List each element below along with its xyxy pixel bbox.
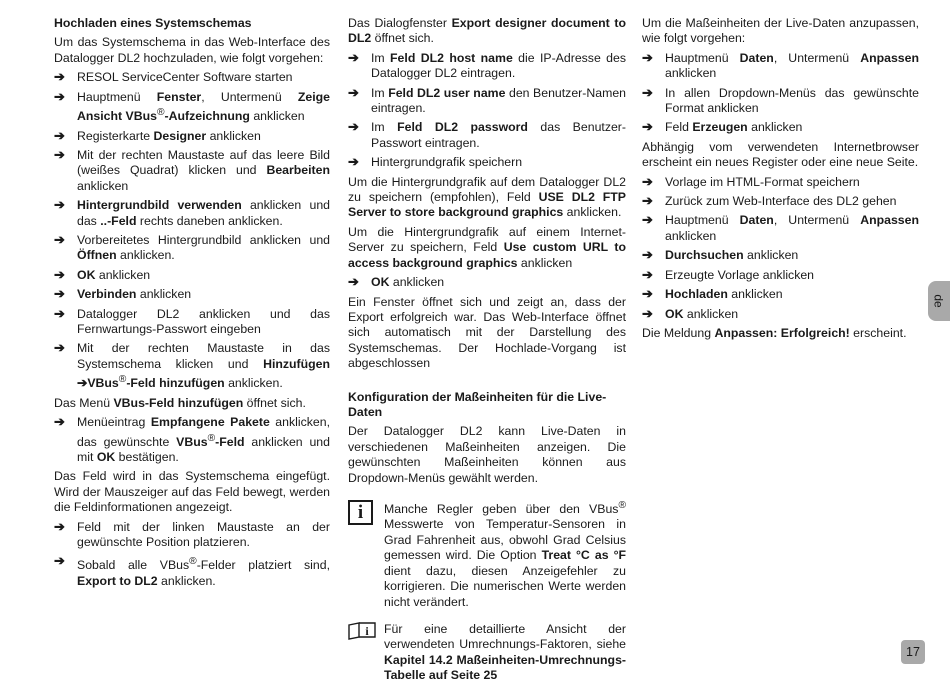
column-1 bbox=[54, 16, 330, 593]
list-item: ➔ Hochladen anklicken bbox=[642, 286, 783, 302]
arrow-icon: ➔ bbox=[54, 518, 65, 534]
arrow-icon: ➔ bbox=[54, 414, 65, 430]
book-info-icon bbox=[348, 622, 376, 640]
arrow-icon: ➔ bbox=[642, 49, 653, 65]
arrow-icon: ➔ bbox=[348, 119, 359, 135]
arrow-icon: ➔ bbox=[54, 146, 65, 162]
column-2 bbox=[348, 16, 626, 688]
arrow-icon: ➔ bbox=[348, 84, 359, 100]
paragraph: Um die Hintergrundgrafik auf dem Datalogger DL2 zu speichern (empfohlen), Feld USE DL2 FTP Server to store background graphics anklicken. bbox=[348, 174, 626, 220]
arrow-icon: ➔ bbox=[54, 197, 65, 213]
list-item: ➔ OK anklicken bbox=[348, 274, 445, 290]
arrow-icon: ➔ bbox=[54, 305, 65, 321]
list-item: ➔ Im Feld DL2 password das Benutzer-Passwort eintragen. bbox=[348, 119, 626, 150]
list-item: ➔ Durchsuchen anklicken bbox=[642, 247, 799, 263]
paragraph: Ein Fenster öffnet sich und zeigt an, dass der Export erfolgreich war. Das Web-Interface öffnet sich automatisch mit der Darstellung des Systemschemas. Der Hochlade-Vorgang ist abgeschlossen bbox=[348, 294, 626, 371]
arrow-icon: ➔ bbox=[642, 193, 653, 209]
paragraph: Das Menü VBus-Feld hinzufügen öffnet sich. bbox=[54, 395, 306, 410]
list-item: ➔ Datalogger DL2 anklicken und das Fernwartungs-Passwort eingeben bbox=[54, 305, 330, 336]
list-item: ➔ Vorlage im HTML-Format speichern bbox=[642, 173, 860, 189]
arrow-icon: ➔ bbox=[348, 154, 359, 170]
list-item: ➔ Menüeintrag Empfangene Pakete anklicken, das gewünschte VBus®-Feld anklicken und mit OK bestätigen. bbox=[54, 414, 330, 465]
reference-note: i Für eine detaillierte Ansicht der verwendeten Umrechnungs-Faktoren, siehe Kapitel 14.2 Maßeinheiten-Umrechnungs-Tabelle auf Seite 25 bbox=[348, 622, 626, 684]
list-item: ➔ Zurück zum Web-Interface des DL2 gehen bbox=[642, 193, 897, 209]
language-tab: de bbox=[928, 281, 950, 321]
list-item: ➔ Mit der rechten Maustaste in das Systemschema klicken und Hinzufügen ➔VBus®-Feld hinzufügen anklicken. bbox=[54, 340, 330, 391]
arrow-icon: ➔ bbox=[54, 127, 65, 143]
list-item: ➔ Registerkarte Designer anklicken bbox=[54, 127, 261, 143]
list-item: ➔ Im Feld DL2 host name die IP-Adresse des Datalogger DL2 eintragen. bbox=[348, 49, 627, 81]
paragraph: Das Dialogfenster Export designer document to DL2 öffnet sich. bbox=[348, 16, 627, 46]
section-heading-upload: Hochladen eines Systemschemas bbox=[54, 16, 252, 30]
paragraph: Abhängig vom verwendeten Internetbrowser erscheint ein neues Register oder eine neue Seite. bbox=[642, 139, 919, 170]
svg-text:i: i bbox=[365, 623, 369, 638]
arrow-icon: ➔ bbox=[54, 553, 65, 569]
paragraph: Um die Hintergrundgrafik auf einem Internet-Server zu speichern, Feld Use custom URL to access background graphics anklicken bbox=[348, 224, 626, 270]
paragraph: Der Datalogger DL2 kann Live-Daten in verschiedenen Maßeinheiten anzeigen. Die gewünschten Maßeinheiten können aus Dropdown-Menüs gewählt werden. bbox=[348, 424, 626, 485]
list-item: ➔ Hauptmenü Daten, Untermenü Anpassen anklicken bbox=[642, 212, 919, 243]
arrow-icon: ➔ bbox=[54, 88, 65, 104]
list-item: ➔ RESOL ServiceCenter Software starten bbox=[54, 69, 293, 85]
arrow-icon: ➔ bbox=[348, 274, 359, 290]
section-heading-units: Konfiguration der Maßeinheiten für die Live-Daten bbox=[348, 389, 607, 419]
list-item: ➔ Verbinden anklicken bbox=[54, 286, 192, 302]
paragraph: Um das Systemschema in das Web-Interface des Datalogger DL2 hochzuladen, wie folgt vorgehen: bbox=[54, 35, 330, 65]
list-item: ➔ Feld Erzeugen anklicken bbox=[642, 119, 803, 135]
list-item: ➔ Sobald alle VBus®-Felder platziert sind, Export to DL2 anklicken. bbox=[54, 553, 330, 588]
paragraph: Um die Maßeinheiten der Live-Daten anzupassen, wie folgt vorgehen: bbox=[642, 16, 919, 46]
arrow-icon: ➔ bbox=[642, 119, 653, 135]
list-item: ➔ Vorbereitetes Hintergrundbild anklicken und Öffnen anklicken. bbox=[54, 231, 330, 263]
info-icon: i bbox=[348, 500, 373, 525]
list-item: ➔ Hintergrundbild verwenden anklicken und das ..-Feld rechts daneben anklicken. bbox=[54, 197, 331, 228]
paragraph: Das Feld wird in das Systemschema eingefügt. Wird der Mauszeiger auf das Feld bewegt, werden die Feldinformationen angezeigt. bbox=[54, 469, 330, 515]
arrow-icon: ➔ bbox=[642, 173, 653, 189]
list-item: ➔ Erzeugte Vorlage anklicken bbox=[642, 266, 815, 282]
list-item: ➔ Hauptmenü Daten, Untermenü Anpassen anklicken bbox=[642, 49, 919, 81]
list-item: ➔ OK anklicken bbox=[642, 305, 739, 321]
list-item: ➔ Mit der rechten Maustaste auf das leere Bild (weißes Quadrat) klicken und Bearbeiten anklicken bbox=[54, 146, 330, 193]
list-item: ➔ In allen Dropdown-Menüs das gewünschte Format anklicken bbox=[642, 84, 919, 116]
column-3 bbox=[642, 16, 919, 345]
list-item: ➔ OK anklicken bbox=[54, 266, 151, 282]
list-item: ➔ Hauptmenü Fenster, Untermenü Zeige Ansicht VBus®-Aufzeichnung anklicken bbox=[54, 88, 330, 124]
page-number: 17 bbox=[901, 640, 925, 664]
list-item: ➔ Feld mit der linken Maustaste an der gewünschte Position platzieren. bbox=[54, 518, 330, 550]
paragraph: Die Meldung Anpassen: Erfolgreich! erscheint. bbox=[642, 325, 907, 340]
arrow-icon: ➔ bbox=[642, 84, 653, 100]
arrow-icon: ➔ bbox=[54, 286, 65, 302]
arrow-icon: ➔ bbox=[642, 247, 653, 263]
arrow-icon: ➔ bbox=[642, 286, 653, 302]
arrow-icon: ➔ bbox=[642, 305, 653, 321]
arrow-icon: ➔ bbox=[348, 49, 359, 65]
arrow-icon: ➔ bbox=[54, 266, 65, 282]
arrow-icon: ➔ bbox=[642, 212, 653, 228]
info-note: i Manche Regler geben über den VBus® Messwerte von Temperatur-Sensoren in Grad Fahrenheit aus, obwohl Grad Celsius gemessen wird. Die Option Treat °C as °F dient dazu, diesen Anzeigefehler zu korrigieren. Die numerischen Werte werden nicht verändert. bbox=[348, 498, 626, 610]
arrow-icon: ➔ bbox=[642, 266, 653, 282]
arrow-icon: ➔ bbox=[54, 231, 65, 247]
arrow-icon: ➔ bbox=[54, 69, 65, 85]
arrow-icon: ➔ bbox=[54, 340, 65, 356]
list-item: ➔ Hintergrundgrafik speichern bbox=[348, 154, 523, 170]
list-item: ➔ Im Feld DL2 user name den Benutzer-Namen eintragen. bbox=[348, 84, 626, 116]
